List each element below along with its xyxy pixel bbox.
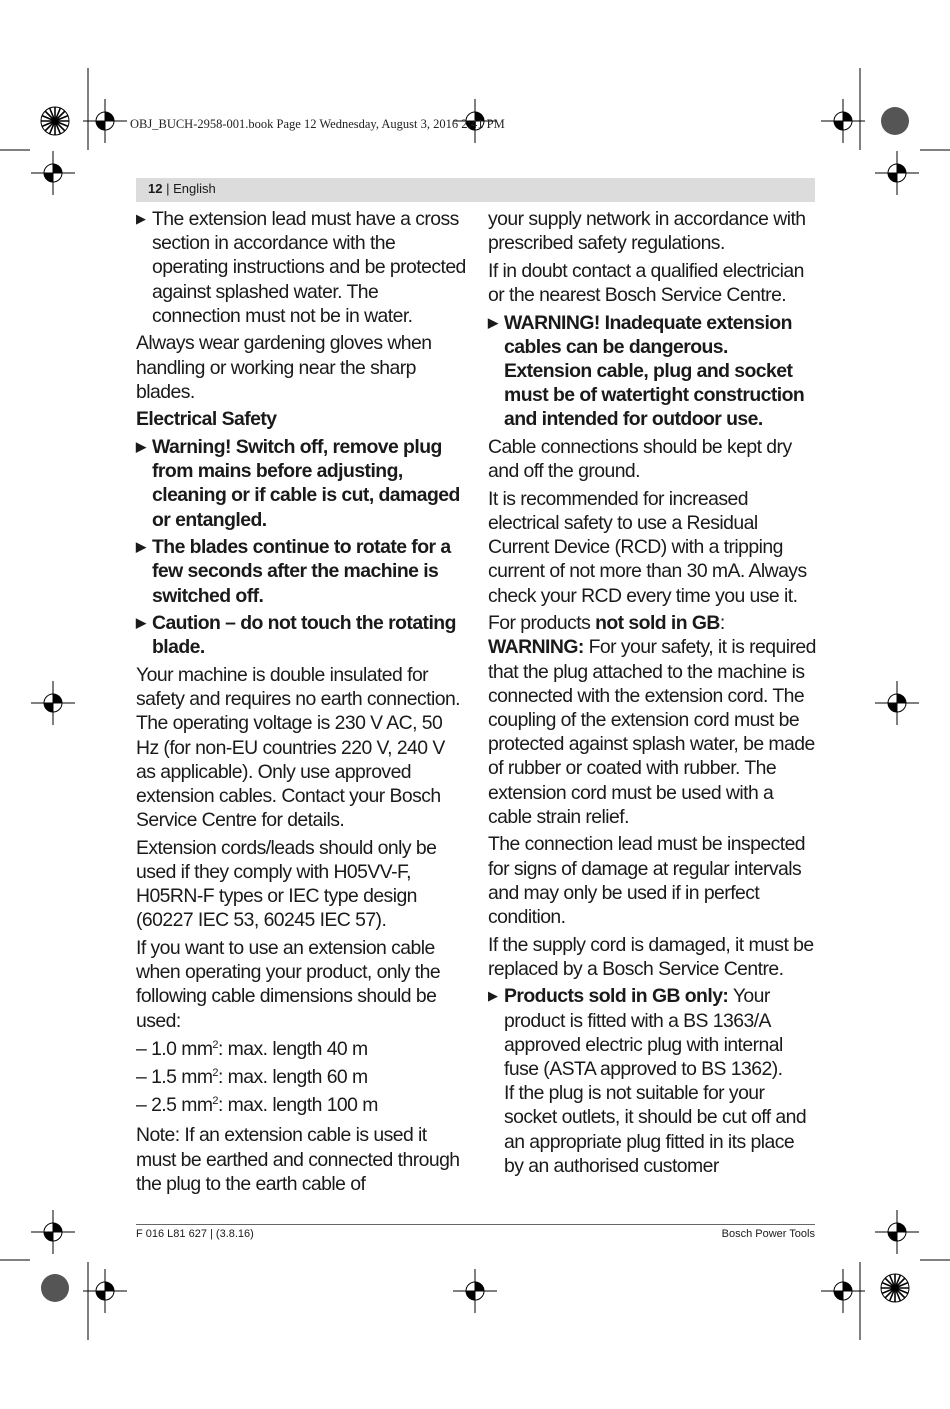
right-column — [488, 207, 818, 1181]
paragraph-cable-connections: Cable connections should be kept dry and off the ground. — [488, 436, 792, 483]
paragraph-double-insulated: Your machine is double insulated for safety and requires no earth connection. The operating voltage is 230 V AC, 50 Hz (for non-EU countries 220 V, 240 V as applicable). Only use approved extension cables. Contact your Bosch Service Centre for details. — [136, 664, 461, 832]
footer-document-code: F 016 L81 627 | (3.8.16) — [136, 1228, 254, 1240]
paragraph-note: Note: If an extension cable is used it must be earthed and connected through the plug to the earth cable of — [136, 1124, 460, 1195]
page-number: 12 — [148, 181, 163, 196]
size-line: – 1.5 $mm^2$: max. length 60 m — [136, 1066, 368, 1089]
paragraph-in-doubt: If in doubt contact a qualified electrician or the nearest Bosch Service Centre. — [488, 259, 804, 306]
section-heading: Electrical Safety — [136, 408, 277, 431]
footer-brand: Bosch Power Tools — [721, 1228, 815, 1240]
page-header — [136, 178, 815, 202]
triangle-right-icon: ▶ — [488, 988, 498, 1004]
bullet-warning-switch-off: ▶ Warning! Switch off, remove plug from mains before adjusting, cleaning or if cable is cut, damaged or entangled. — [136, 436, 460, 531]
paragraph-rcd: It is recommended for increased electrical safety to use a Residual Current Device (RCD) with a tripping current of not more than 30 mA. Always check your RCD every time you use it. — [488, 487, 807, 607]
footer-rule — [136, 1224, 815, 1225]
header-language: English — [173, 181, 216, 196]
paragraph-gloves: Always wear gardening gloves when handling or working near the sharp blades. — [136, 332, 432, 403]
triangle-right-icon: ▶ — [136, 211, 146, 226]
header-separator: | — [166, 181, 170, 196]
size-line: – 2.5 $mm^2$: max. length 100 m — [136, 1094, 378, 1117]
bullet-warning-extension: ▶ WARNING! Inadequate extension cables can be dangerous. Extension cable, plug and socket must be of watertight construction and intended for outdoor use. — [488, 311, 805, 431]
triangle-right-icon: ▶ — [136, 539, 146, 555]
left-column — [136, 207, 466, 1199]
print-slug: OBJ_BUCH-2958-001.book Page 12 Wednesday, August 3, 2016 2:41 PM — [130, 117, 505, 131]
triangle-right-icon: ▶ — [136, 615, 146, 631]
paragraph-supply-cord: If the supply cord is damaged, it must be replaced by a Bosch Service Centre. — [488, 933, 814, 980]
bullet-caution: ▶ Caution – do not touch the rotating blade. — [136, 612, 456, 659]
paragraph-not-sold-gb: For products not sold in GB: — [488, 612, 725, 635]
paragraph-cable-dimensions: If you want to use an extension cable when operating your product, only the following cable dimensions should be used: — [136, 937, 441, 1032]
paragraph-supply-network: your supply network in accordance with prescribed safety regulations. — [488, 208, 806, 255]
triangle-right-icon: ▶ — [488, 314, 498, 330]
bullet-blades-rotate: ▶ The blades continue to rotate for a few seconds after the machine is switched off. — [136, 536, 451, 607]
bullet-products-gb: ▶ Products sold in GB only: Your product is fitted with a BS 1363/A approved electric plug with internal fuse (ASTA approved to BS 1362). If the plug is not suitable for your socket outlets, it should be cut off and an appropriate plug fitted in its place by an authorised customer — [488, 985, 807, 1177]
size-line: – 1.0 $mm^2$: max. length 40 m — [136, 1037, 368, 1060]
paragraph-extension-cords: Extension cords/leads should only be used if they comply with H05VV-F, H05RN-F types or IEC type design (60227 IEC 53, 60245 IEC 57). — [136, 836, 437, 932]
paragraph-warning-plug: WARNING: For your safety, it is required that the plug attached to the machine is connected with the extension cord. The coupling of the extension cord must be protected against splash water, be made of rubber or coated with rubber. The extension cord must be used with a cable strain relief. — [488, 636, 816, 828]
bullet-extension-lead: ▶ The extension lead must have a cross section in accordance with the operating instructions and be protected against splashed water. The connection must not be in water. — [136, 208, 466, 327]
triangle-right-icon: ▶ — [136, 439, 146, 454]
paragraph-connection-lead: The connection lead must be inspected for signs of damage at regular intervals and may only be used if in perfect condition. — [488, 833, 806, 929]
